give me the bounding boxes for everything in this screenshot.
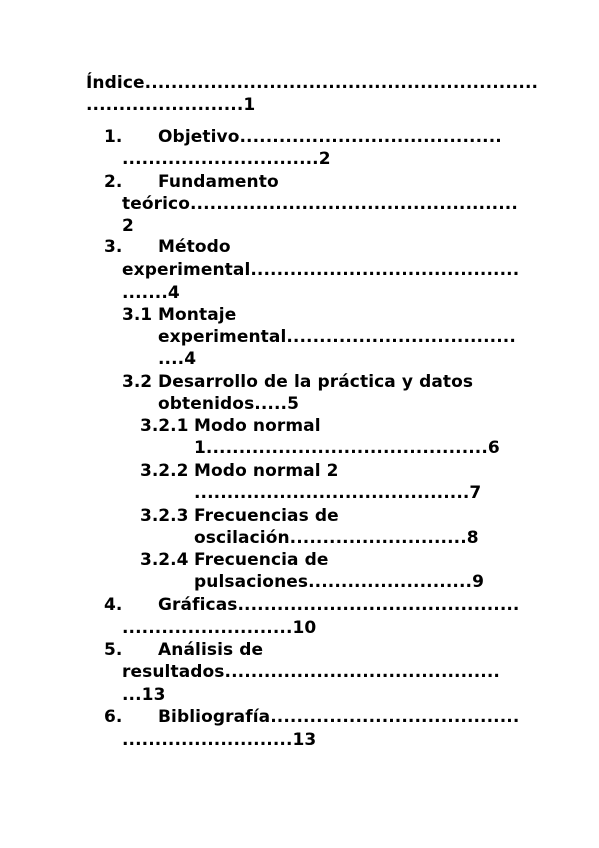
toc-item-3-2-2-line-2: ..........................................7 [194, 483, 482, 503]
toc-item-3-2-line-2: obtenidos.....5 [158, 394, 300, 414]
toc-item-3-2-2-line-1: Modo normal 2 [194, 461, 339, 481]
toc-heading-line-2: ........................1 [86, 95, 256, 115]
toc-item-1-line-2: ..............................2 [122, 149, 331, 169]
toc-item-3-2-4-line-2: pulsaciones.........................9 [194, 572, 485, 592]
toc-item-3-2-4-number: 3.2.4 [140, 550, 189, 570]
toc-item-2-number: 2. [104, 172, 123, 192]
toc-item-4-number: 4. [104, 595, 123, 615]
toc-item-3-2-line-1: Desarrollo de la práctica y datos [158, 372, 474, 392]
toc-item-1-line-1: Objetivo........................................ [158, 127, 502, 147]
toc-item-5-line-1: Análisis de [158, 640, 264, 660]
toc-item-3-1-number: 3.1 [122, 305, 153, 325]
toc-item-2-line-3: 2 [122, 216, 134, 236]
toc-item-3-2-1-line-1: Modo normal [194, 416, 321, 436]
toc-item-6-line-1: Bibliografía...................................... [158, 707, 520, 727]
toc-item-2-line-2: teórico.................................................. [122, 194, 518, 214]
toc-item-3-2-number: 3.2 [122, 372, 153, 392]
toc-item-4-line-1: Gráficas........................................... [158, 595, 520, 615]
toc-item-3-2-3-line-1: Frecuencias de [194, 506, 339, 526]
toc-item-3-2-4-line-1: Frecuencia de [194, 550, 329, 570]
toc-item-3-2-3-line-2: oscilación...........................8 [194, 528, 479, 548]
toc-item-3-1-line-3: ....4 [158, 349, 197, 369]
toc-item-5-line-2: resultados.......................................... [122, 662, 500, 682]
toc-item-3-2-2-number: 3.2.2 [140, 461, 189, 481]
toc-item-3-1-line-2: experimental................................... [158, 327, 516, 347]
toc-item-2-line-1: Fundamento [158, 172, 279, 192]
toc-item-6-line-2: ..........................13 [122, 730, 317, 750]
toc-item-1-number: 1. [104, 127, 123, 147]
toc-item-3-2-1-line-2: 1...........................................6 [194, 438, 500, 458]
toc-item-3-2-1-number: 3.2.1 [140, 416, 189, 436]
toc-item-3-line-1: Método [158, 237, 231, 257]
toc-item-5-number: 5. [104, 640, 123, 660]
toc-item-3-line-2: experimental......................................... [122, 260, 520, 280]
toc-item-3-line-3: .......4 [122, 283, 180, 303]
toc-item-3-number: 3. [104, 237, 123, 257]
toc-item-6-number: 6. [104, 707, 123, 727]
toc-item-4-line-2: ..........................10 [122, 618, 317, 638]
toc-heading-line-1: Índice............................................................ [86, 73, 539, 93]
toc-item-3-1-line-1: Montaje [158, 305, 237, 325]
toc-item-3-2-3-number: 3.2.3 [140, 506, 189, 526]
toc-item-5-line-3: ...13 [122, 685, 166, 705]
